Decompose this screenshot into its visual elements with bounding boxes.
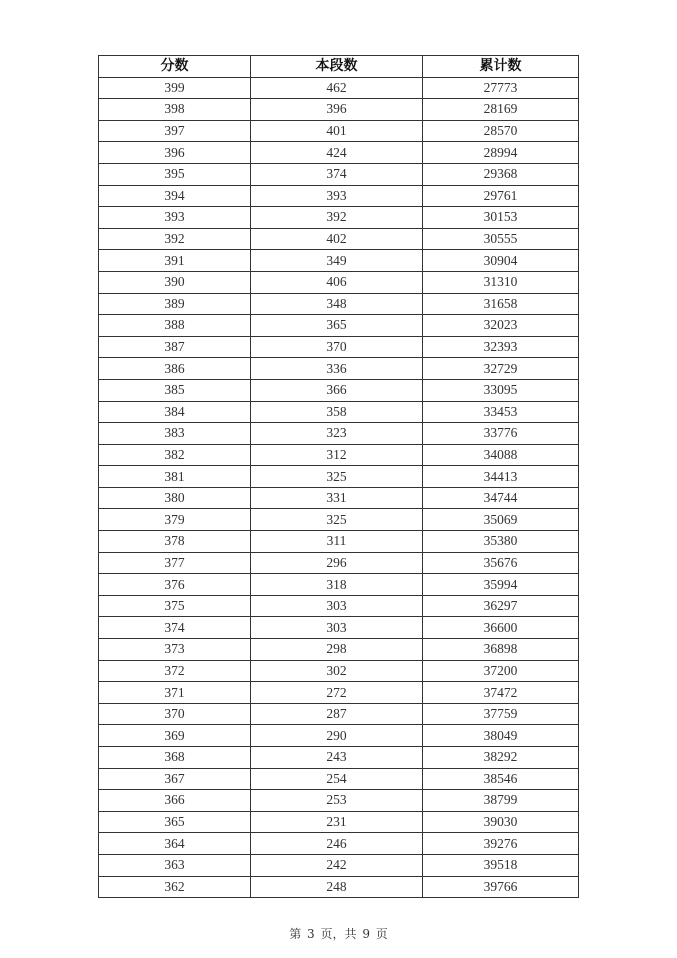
cell-cumulative-count: 33095	[423, 379, 579, 401]
cell-cumulative-count: 38049	[423, 725, 579, 747]
cell-segment-count: 406	[251, 271, 423, 293]
cell-score: 362	[99, 876, 251, 898]
cell-segment-count: 325	[251, 466, 423, 488]
table-row	[99, 163, 579, 185]
cell-score: 393	[99, 207, 251, 229]
cell-cumulative-count: 38799	[423, 790, 579, 812]
header-score: 分数	[99, 56, 251, 78]
table-row	[99, 423, 579, 445]
cell-segment-count: 323	[251, 423, 423, 445]
cell-segment-count: 370	[251, 336, 423, 358]
table-row	[99, 185, 579, 207]
cell-score: 363	[99, 854, 251, 876]
table-row	[99, 682, 579, 704]
cell-cumulative-count: 30904	[423, 250, 579, 272]
table-row	[99, 747, 579, 769]
header-cumulative-count: 累计数	[423, 56, 579, 78]
cell-score: 373	[99, 639, 251, 661]
cell-cumulative-count: 36297	[423, 595, 579, 617]
cell-segment-count: 374	[251, 163, 423, 185]
cell-score: 364	[99, 833, 251, 855]
table-row	[99, 358, 579, 380]
cell-score: 365	[99, 811, 251, 833]
table-header-row	[99, 56, 579, 78]
table-row	[99, 509, 579, 531]
cell-score: 380	[99, 487, 251, 509]
cell-cumulative-count: 28994	[423, 142, 579, 164]
cell-segment-count: 243	[251, 747, 423, 769]
cell-score: 379	[99, 509, 251, 531]
cell-cumulative-count: 39766	[423, 876, 579, 898]
cell-score: 396	[99, 142, 251, 164]
cell-cumulative-count: 32729	[423, 358, 579, 380]
cell-cumulative-count: 28169	[423, 99, 579, 121]
table-row	[99, 336, 579, 358]
cell-segment-count: 336	[251, 358, 423, 380]
cell-segment-count: 242	[251, 854, 423, 876]
cell-cumulative-count: 27773	[423, 77, 579, 99]
cell-cumulative-count: 35676	[423, 552, 579, 574]
cell-segment-count: 231	[251, 811, 423, 833]
cell-cumulative-count: 32023	[423, 315, 579, 337]
table-row	[99, 77, 579, 99]
cell-cumulative-count: 39276	[423, 833, 579, 855]
table-row	[99, 99, 579, 121]
cell-score: 388	[99, 315, 251, 337]
table-row	[99, 703, 579, 725]
cell-segment-count: 246	[251, 833, 423, 855]
cell-cumulative-count: 33453	[423, 401, 579, 423]
cell-score: 372	[99, 660, 251, 682]
table-row	[99, 444, 579, 466]
cell-cumulative-count: 33776	[423, 423, 579, 445]
cell-cumulative-count: 29368	[423, 163, 579, 185]
table-row	[99, 725, 579, 747]
table-row	[99, 574, 579, 596]
cell-cumulative-count: 34413	[423, 466, 579, 488]
cell-score: 370	[99, 703, 251, 725]
table-row	[99, 595, 579, 617]
score-distribution-table	[98, 55, 579, 898]
cell-score: 391	[99, 250, 251, 272]
cell-segment-count: 287	[251, 703, 423, 725]
cell-score: 389	[99, 293, 251, 315]
table-row	[99, 768, 579, 790]
cell-segment-count: 254	[251, 768, 423, 790]
cell-cumulative-count: 34744	[423, 487, 579, 509]
table-row	[99, 854, 579, 876]
cell-segment-count: 424	[251, 142, 423, 164]
cell-cumulative-count: 29761	[423, 185, 579, 207]
cell-score: 390	[99, 271, 251, 293]
cell-segment-count: 331	[251, 487, 423, 509]
cell-cumulative-count: 28570	[423, 120, 579, 142]
cell-cumulative-count: 39030	[423, 811, 579, 833]
cell-score: 371	[99, 682, 251, 704]
table-row	[99, 250, 579, 272]
cell-cumulative-count: 35994	[423, 574, 579, 596]
cell-score: 395	[99, 163, 251, 185]
cell-score: 394	[99, 185, 251, 207]
table-row	[99, 120, 579, 142]
cell-score: 399	[99, 77, 251, 99]
table-row	[99, 207, 579, 229]
cell-segment-count: 365	[251, 315, 423, 337]
table-row	[99, 833, 579, 855]
cell-segment-count: 298	[251, 639, 423, 661]
cell-score: 374	[99, 617, 251, 639]
table-row	[99, 531, 579, 553]
table-row	[99, 401, 579, 423]
cell-segment-count: 366	[251, 379, 423, 401]
cell-cumulative-count: 30153	[423, 207, 579, 229]
table-row	[99, 142, 579, 164]
cell-segment-count: 401	[251, 120, 423, 142]
cell-score: 378	[99, 531, 251, 553]
cell-score: 398	[99, 99, 251, 121]
cell-score: 375	[99, 595, 251, 617]
cell-score: 368	[99, 747, 251, 769]
table-row	[99, 811, 579, 833]
table-row	[99, 293, 579, 315]
cell-segment-count: 462	[251, 77, 423, 99]
table-row	[99, 315, 579, 337]
cell-score: 385	[99, 379, 251, 401]
page-number-footer: 第 3 页，共 9 页	[289, 927, 388, 941]
cell-cumulative-count: 37759	[423, 703, 579, 725]
cell-segment-count: 358	[251, 401, 423, 423]
cell-cumulative-count: 31310	[423, 271, 579, 293]
cell-cumulative-count: 32393	[423, 336, 579, 358]
table-row	[99, 379, 579, 401]
table-row	[99, 552, 579, 574]
cell-score: 386	[99, 358, 251, 380]
cell-score: 392	[99, 228, 251, 250]
table-body	[99, 77, 579, 898]
cell-cumulative-count: 37472	[423, 682, 579, 704]
cell-segment-count: 303	[251, 617, 423, 639]
cell-segment-count: 248	[251, 876, 423, 898]
cell-segment-count: 302	[251, 660, 423, 682]
table-row	[99, 639, 579, 661]
cell-segment-count: 311	[251, 531, 423, 553]
cell-score: 383	[99, 423, 251, 445]
cell-segment-count: 290	[251, 725, 423, 747]
cell-segment-count: 349	[251, 250, 423, 272]
table-row	[99, 466, 579, 488]
header-segment-count: 本段数	[251, 56, 423, 78]
cell-cumulative-count: 36600	[423, 617, 579, 639]
cell-cumulative-count: 38546	[423, 768, 579, 790]
cell-segment-count: 303	[251, 595, 423, 617]
cell-score: 376	[99, 574, 251, 596]
cell-score: 377	[99, 552, 251, 574]
cell-cumulative-count: 38292	[423, 747, 579, 769]
cell-segment-count: 348	[251, 293, 423, 315]
cell-cumulative-count: 36898	[423, 639, 579, 661]
cell-score: 381	[99, 466, 251, 488]
cell-cumulative-count: 39518	[423, 854, 579, 876]
table-row	[99, 617, 579, 639]
cell-segment-count: 312	[251, 444, 423, 466]
cell-segment-count: 325	[251, 509, 423, 531]
cell-score: 366	[99, 790, 251, 812]
table-row	[99, 271, 579, 293]
cell-cumulative-count: 35069	[423, 509, 579, 531]
cell-segment-count: 318	[251, 574, 423, 596]
table-row	[99, 487, 579, 509]
cell-cumulative-count: 30555	[423, 228, 579, 250]
table-row	[99, 660, 579, 682]
cell-score: 397	[99, 120, 251, 142]
cell-segment-count: 392	[251, 207, 423, 229]
cell-segment-count: 402	[251, 228, 423, 250]
cell-segment-count: 396	[251, 99, 423, 121]
cell-cumulative-count: 35380	[423, 531, 579, 553]
cell-segment-count: 272	[251, 682, 423, 704]
cell-cumulative-count: 31658	[423, 293, 579, 315]
cell-score: 387	[99, 336, 251, 358]
table-row	[99, 876, 579, 898]
cell-score: 382	[99, 444, 251, 466]
table-row	[99, 228, 579, 250]
cell-segment-count: 393	[251, 185, 423, 207]
cell-score: 384	[99, 401, 251, 423]
cell-score: 367	[99, 768, 251, 790]
cell-score: 369	[99, 725, 251, 747]
cell-cumulative-count: 37200	[423, 660, 579, 682]
cell-cumulative-count: 34088	[423, 444, 579, 466]
cell-segment-count: 253	[251, 790, 423, 812]
cell-segment-count: 296	[251, 552, 423, 574]
table-row	[99, 790, 579, 812]
